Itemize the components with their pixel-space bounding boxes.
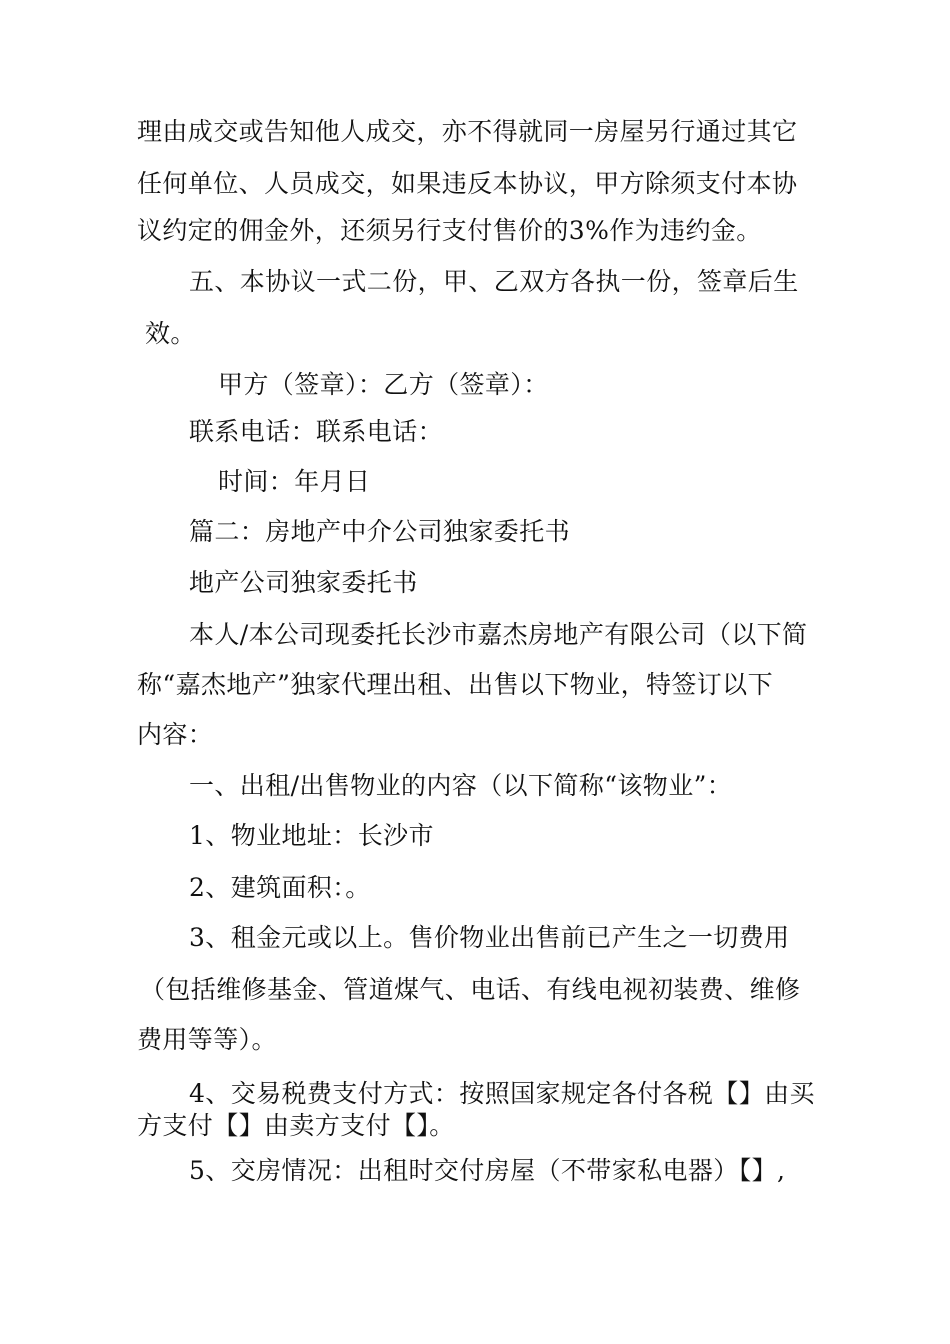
section-heading: 篇二：房地产中介公司独家委托书: [189, 517, 571, 546]
list-item: 1、物业地址：长沙市: [189, 821, 434, 850]
document-title: 地产公司独家委托书: [189, 568, 418, 597]
text-line: 理由成交或告知他人成交，亦不得就同一房屋另行通过其它: [137, 117, 798, 146]
list-item: 3、租金元或以上。售价物业出售前已产生之一切费用: [189, 923, 790, 952]
text-line: 称“嘉杰地产”独家代理出租、出售以下物业，特签订以下: [137, 670, 773, 699]
text-line: 五、本协议一式二份，甲、乙双方各执一份，签章后生: [189, 267, 799, 296]
text-line: 任何单位、人员成交，如果违反本协议，甲方除须支付本协: [137, 169, 798, 198]
list-item: 4、交易税费支付方式：按照国家规定各付各税【】由买: [189, 1079, 815, 1108]
date-line: 时间：年月日: [218, 467, 371, 496]
text-line: 本人/本公司现委托长沙市嘉杰房地产有限公司（以下简: [189, 620, 808, 649]
list-item: 5、交房情况：出租时交付房屋（不带家私电器）【】,: [189, 1156, 786, 1185]
phone-line: 联系电话：联系电话：: [189, 417, 444, 446]
text-line: 费用等等）。: [137, 1025, 277, 1054]
text-line: 一、出租/出售物业的内容（以下简称“该物业”：: [189, 771, 733, 800]
list-item: 2、建筑面积：。: [189, 873, 371, 902]
text-line: 效。: [145, 319, 196, 348]
text-line: 议约定的佣金外，还须另行支付售价的3%作为违约金。: [137, 216, 762, 245]
text-line: （包括维修基金、管道煤气、电话、有线电视初装费、维修: [140, 975, 801, 1004]
signature-line: 甲方（签章）：乙方（签章）：: [218, 370, 549, 399]
text-line: 内容：: [137, 720, 214, 749]
text-line: 方支付【】由卖方支付【】。: [137, 1111, 455, 1140]
